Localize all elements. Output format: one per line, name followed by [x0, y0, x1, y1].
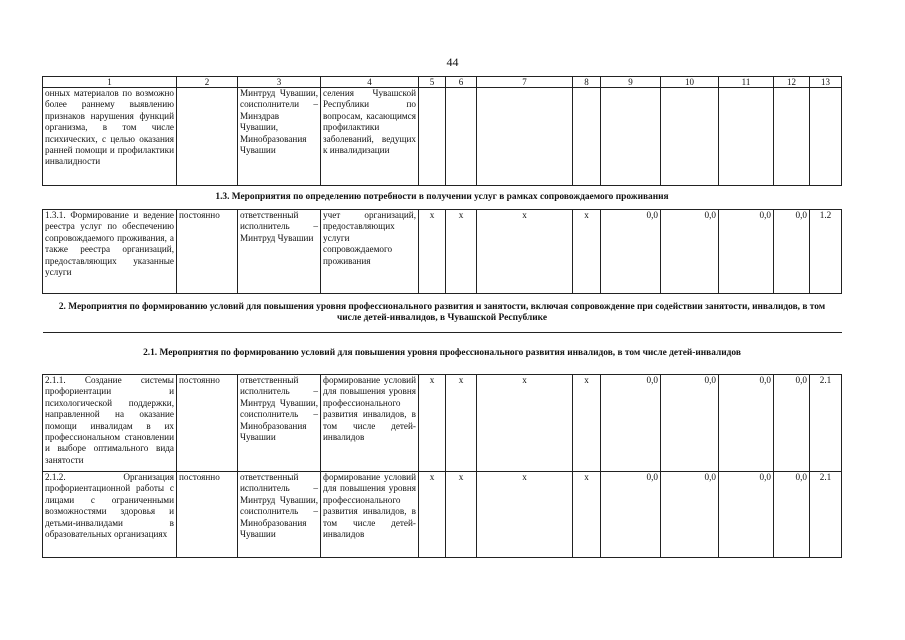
value-cell: х	[477, 472, 573, 558]
value-cell: 0,0	[661, 472, 719, 558]
value-cell: 2.1	[810, 375, 842, 472]
value-cell: 0,0	[719, 472, 774, 558]
section-heading-row	[43, 333, 842, 375]
result-cell: селения Чувашской Республики по вопросам, касающимся профилактики заболеваний, ведущих к инвалидизации	[321, 88, 419, 186]
term-cell: постоянно	[177, 472, 238, 558]
section-heading-1-3: 1.3. Мероприятия по определению потребности в получении услуг в рамках сопровождаемого проживания	[43, 186, 842, 210]
value-cell: 0,0	[774, 472, 810, 558]
executor-cell: ответственный исполнитель – Минтруд Чувашии, соисполнитель – Минобразования Чувашии	[238, 472, 321, 558]
column-number: 3	[238, 77, 321, 88]
value-cell: х	[477, 375, 573, 472]
result-cell: формирование условий для повышения уровня профессионального развития инвалидов, в том числе детей-инвалидов	[321, 375, 419, 472]
column-number: 11	[719, 77, 774, 88]
column-number: 4	[321, 77, 419, 88]
measure-name-cell: 2.1.2. Организация профориентационной работы с лицами с ограниченными возможностями здоровья и детьми-инвалидами в образовательных организациях	[43, 472, 177, 558]
column-number: 1	[43, 77, 177, 88]
column-number-row	[43, 77, 842, 88]
page-number: 44	[446, 55, 459, 69]
value-cell	[573, 88, 601, 186]
section-heading-2-1: 2.1. Мероприятия по формированию условий для повышения уровня профессионального развития инвалидов, в том числе детей-инвалидов	[43, 333, 842, 375]
value-cell: х	[446, 472, 477, 558]
value-cell: 0,0	[601, 210, 661, 294]
executor-cell: ответственный исполнитель – Минтруд Чувашии, соисполнитель – Минобразования Чувашии	[238, 375, 321, 472]
value-cell	[810, 88, 842, 186]
value-cell	[446, 88, 477, 186]
column-number: 9	[601, 77, 661, 88]
value-cell: 2.1	[810, 472, 842, 558]
table-row-2-1-2	[43, 472, 842, 558]
value-cell: х	[446, 210, 477, 294]
value-cell: 0,0	[719, 210, 774, 294]
value-cell: 0,0	[774, 210, 810, 294]
column-number: 12	[774, 77, 810, 88]
value-cell: х	[419, 210, 446, 294]
column-number: 13	[810, 77, 842, 88]
value-cell: х	[419, 375, 446, 472]
value-cell: 0,0	[601, 375, 661, 472]
term-cell: постоянно	[177, 375, 238, 472]
value-cell: х	[573, 375, 601, 472]
executor-cell: Минтруд Чувашии, соисполнители – Минздрав Чувашии, Минобразования Чувашии	[238, 88, 321, 186]
value-cell: 0,0	[661, 375, 719, 472]
value-cell: 0,0	[601, 472, 661, 558]
column-number: 7	[477, 77, 573, 88]
value-cell: 1.2	[810, 210, 842, 294]
column-number: 10	[661, 77, 719, 88]
value-cell: 0,0	[661, 210, 719, 294]
measure-name-cell: 2.1.1. Создание системы профориентации и психологической поддержки, направленной на оказание помощи инвалидам в их профессиональном становлении и выборе оптимального вида занятости	[43, 375, 177, 472]
measure-name-cell: 1.3.1. Формирование и ведение реестра услуг по обеспечению сопровождаемого проживания, а также реестра организаций, предоставляющих указанные услуги	[43, 210, 177, 294]
column-number: 8	[573, 77, 601, 88]
value-cell	[477, 88, 573, 186]
value-cell: х	[477, 210, 573, 294]
term-cell	[177, 88, 238, 186]
column-number: 2	[177, 77, 238, 88]
value-cell	[419, 88, 446, 186]
table-row-continuation	[43, 88, 842, 186]
executor-cell: ответственный исполнитель – Минтруд Чувашии	[238, 210, 321, 294]
value-cell: х	[419, 472, 446, 558]
value-cell	[774, 88, 810, 186]
measures-table	[42, 76, 842, 558]
result-cell: учет организаций, предоставляющих услуги сопровождаемого проживания	[321, 210, 419, 294]
value-cell: х	[446, 375, 477, 472]
value-cell: 0,0	[719, 375, 774, 472]
value-cell	[719, 88, 774, 186]
section-heading-row	[43, 294, 842, 333]
column-number: 6	[446, 77, 477, 88]
term-cell: постоянно	[177, 210, 238, 294]
value-cell	[661, 88, 719, 186]
value-cell	[601, 88, 661, 186]
value-cell: 0,0	[774, 375, 810, 472]
result-cell: формирование условий для повышения уровня профессионального развития инвалидов, в том числе детей-инвалидов	[321, 472, 419, 558]
value-cell: х	[573, 472, 601, 558]
measure-name-cell: онных материалов по возможно более раннему выявлению признаков нарушения функций организма, в том числе психических, с целью оказания ранней помощи и профилактики инвалидности	[43, 88, 177, 186]
section-heading-row	[43, 186, 842, 210]
table-row-2-1-1	[43, 375, 842, 472]
section-heading-2: 2. Мероприятия по формированию условий для повышения уровня профессионального развития и занятости, включая сопровождение при содействии занятости, инвалидов, в том числе детей-инвалидов, в Чувашской Республике	[43, 294, 842, 333]
table-row-1-3-1	[43, 210, 842, 294]
column-number: 5	[419, 77, 446, 88]
value-cell: х	[573, 210, 601, 294]
